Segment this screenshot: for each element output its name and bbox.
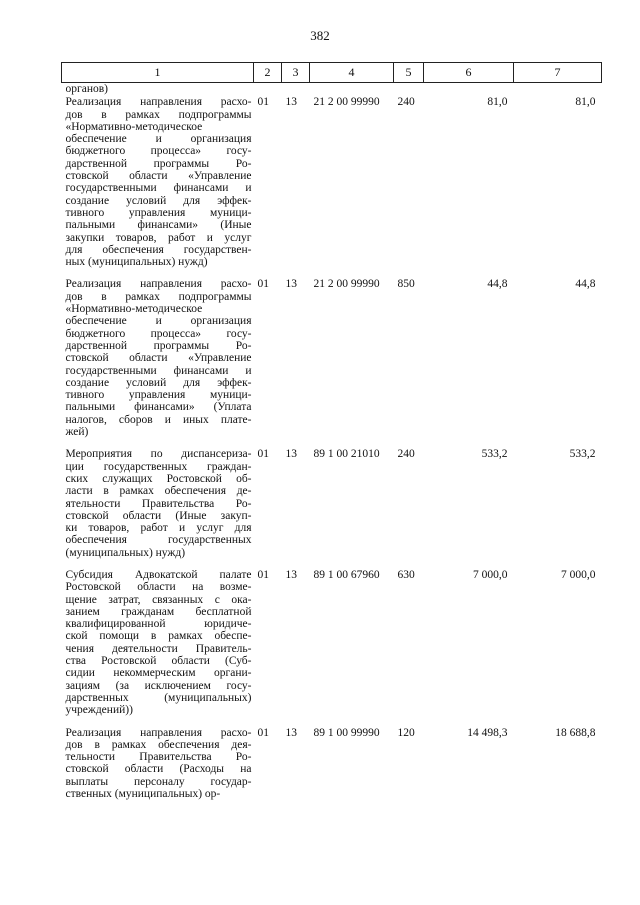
table-header xyxy=(62,63,602,83)
description-line: ственных (муниципальных) ор- xyxy=(65,788,221,801)
description-line: стовской области (Расходы на xyxy=(65,763,252,776)
description-line: ки товаров, работ и услуг для xyxy=(65,522,252,535)
row-description xyxy=(62,727,254,811)
subsection-code: 13 xyxy=(285,278,297,291)
description-line: дарственной программы Ро- xyxy=(65,339,252,352)
continuation-row xyxy=(62,83,602,97)
description-line: занием гражданам бесплатной xyxy=(65,605,252,618)
amount-year-2: 44,8 xyxy=(575,278,596,291)
header-col-4: 4 xyxy=(310,63,394,83)
section-code: 01 xyxy=(257,448,269,461)
description-line: пальными финансами» (Уплата xyxy=(65,401,252,414)
subsection-code: 13 xyxy=(285,568,297,581)
description-line: государственными финансами и xyxy=(65,364,252,377)
description-line: зациям (за исключением госу- xyxy=(65,679,252,692)
description-line: стовской области «Управление xyxy=(65,170,252,183)
description-line: «Нормативно-методическое xyxy=(65,120,203,133)
description-line: тельности Правительства Ро- xyxy=(65,751,252,764)
table-row xyxy=(62,448,602,569)
row-description xyxy=(62,278,254,448)
header-col-7: 7 xyxy=(514,63,602,83)
description-line: налогов, сборов и иных плате- xyxy=(65,413,252,426)
amount-year-2: 81,0 xyxy=(575,96,596,109)
table-row xyxy=(62,96,602,278)
description-line: для обеспечения государствен- xyxy=(65,243,252,256)
description-line: квалифицированной юридиче- xyxy=(65,618,252,631)
subsection-code: 13 xyxy=(285,448,297,461)
description-line: Ростовской области на возме- xyxy=(65,581,252,594)
amount-year-1: 14 498,3 xyxy=(467,726,508,739)
header-col-5: 5 xyxy=(394,63,424,83)
table-row xyxy=(62,278,602,448)
description-line: ства Ростовской области (Суб- xyxy=(65,655,252,668)
description-line: Субсидия Адвокатской палате xyxy=(65,568,252,581)
description-line: обеспечение и организация xyxy=(65,133,252,146)
section-code: 01 xyxy=(257,568,269,581)
expense-type-code: 630 xyxy=(397,568,415,581)
description-line: обеспечение и организация xyxy=(65,315,252,328)
description-line: ции государственных граждан- xyxy=(65,460,252,473)
continuation-text: органов) xyxy=(65,83,108,95)
description-line: стовской области «Управление xyxy=(65,352,252,365)
target-article-code: 89 1 00 99990 xyxy=(313,726,380,739)
description-line: создание условий для эффек- xyxy=(65,194,252,207)
subsection-code: 13 xyxy=(285,96,297,109)
amount-year-1: 81,0 xyxy=(487,96,508,109)
header-col-1: 1 xyxy=(62,63,254,83)
expense-type-code: 240 xyxy=(397,96,415,109)
budget-table xyxy=(61,62,602,810)
description-line: государственными финансами и xyxy=(65,182,252,195)
expense-type-code: 850 xyxy=(397,278,415,291)
description-line: создание условий для эффек- xyxy=(65,376,252,389)
description-line: Реализация направления расхо- xyxy=(65,726,252,739)
description-line: жей) xyxy=(65,426,89,439)
amount-year-1: 533,2 xyxy=(481,448,508,461)
target-article-code: 89 1 00 67960 xyxy=(313,568,380,581)
description-line: Реализация направления расхо- xyxy=(65,96,252,109)
description-line: ласти в рамках обеспечения де- xyxy=(65,485,252,498)
target-article-code: 21 2 00 99990 xyxy=(313,278,380,291)
description-line: обеспечения государственных xyxy=(65,534,252,547)
expense-type-code: 120 xyxy=(397,726,415,739)
header-col-2: 2 xyxy=(254,63,282,83)
table-row xyxy=(62,569,602,727)
section-code: 01 xyxy=(257,278,269,291)
description-line: «Нормативно-методическое xyxy=(65,303,203,316)
description-line: Реализация направления расхо- xyxy=(65,278,252,291)
description-line: дарственной программы Ро- xyxy=(65,157,252,170)
description-line: дов в рамках обеспечения дея- xyxy=(65,738,252,751)
table-body xyxy=(62,83,602,811)
section-code: 01 xyxy=(257,726,269,739)
description-line: дов в рамках подпрограммы xyxy=(65,290,252,303)
description-line: ятельности Правительства Ро- xyxy=(65,497,252,510)
description-line: ных (муниципальных) нужд) xyxy=(65,256,208,269)
description-line: закупки товаров, работ и услуг xyxy=(65,231,252,244)
amount-year-2: 533,2 xyxy=(569,448,596,461)
description-line: ских служащих Ростовской об- xyxy=(65,472,252,485)
description-line: стовской области (Иные закуп- xyxy=(65,509,252,522)
amount-year-2: 18 688,8 xyxy=(555,726,596,739)
description-line: бюджетного процесса» госу- xyxy=(65,327,252,340)
table-row xyxy=(62,727,602,811)
description-line: бюджетного процесса» госу- xyxy=(65,145,252,158)
description-line: выплаты персоналу государ- xyxy=(65,775,252,788)
header-col-6: 6 xyxy=(424,63,514,83)
section-code: 01 xyxy=(257,96,269,109)
row-description xyxy=(62,569,254,727)
description-line: дарственных (муниципальных) xyxy=(65,691,252,704)
row-description xyxy=(62,448,254,569)
description-line: тивного управления муници- xyxy=(65,206,252,219)
page-number: 382 xyxy=(310,28,330,43)
amount-year-2: 7 000,0 xyxy=(561,568,596,581)
description-line: Мероприятия по диспансеризa- xyxy=(65,448,252,461)
description-line: учреждений)) xyxy=(65,704,133,717)
header-col-3: 3 xyxy=(282,63,310,83)
description-line: щение затрат, связанных с ока- xyxy=(65,593,252,606)
target-article-code: 21 2 00 99990 xyxy=(313,96,380,109)
amount-year-1: 7 000,0 xyxy=(473,568,508,581)
description-line: чения деятельности Правитель- xyxy=(65,642,252,655)
description-line: пальными финансами» (Иные xyxy=(65,219,252,232)
expense-type-code: 240 xyxy=(397,448,415,461)
subsection-code: 13 xyxy=(285,726,297,739)
row-description xyxy=(62,96,254,278)
amount-year-1: 44,8 xyxy=(487,278,508,291)
description-line: дов в рамках подпрограммы xyxy=(65,108,252,121)
target-article-code: 89 1 00 21010 xyxy=(313,448,380,461)
description-line: (муниципальных) нужд) xyxy=(65,546,186,559)
description-line: сидии некоммерческим органи- xyxy=(65,667,252,680)
description-line: ской помощи в рамках обеспе- xyxy=(65,630,252,643)
description-line: тивного управления муници- xyxy=(65,389,252,402)
